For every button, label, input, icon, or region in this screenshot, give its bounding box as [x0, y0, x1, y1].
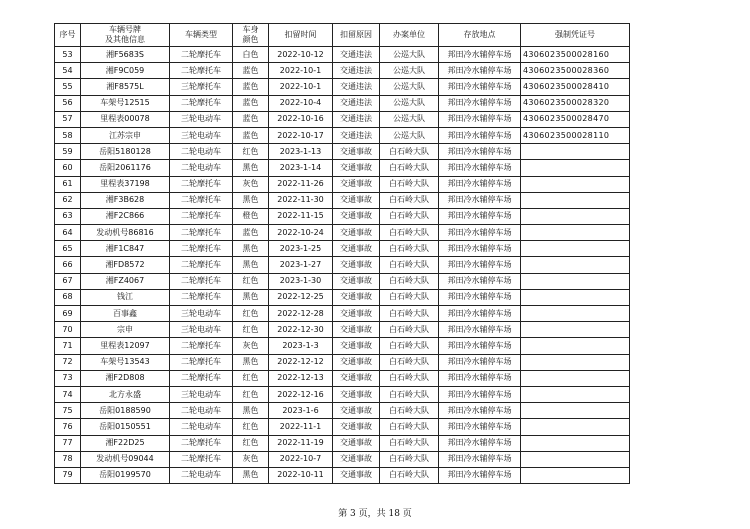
- cell-plate: 湘F1C847: [81, 241, 170, 257]
- cell-unit: 白石岭大队: [380, 467, 439, 483]
- page-footer: 第 3 页，共 18 页: [338, 509, 412, 519]
- cell-location: 邦田冷水辅停车场: [439, 208, 521, 224]
- cell-time: 2022-12-13: [269, 370, 333, 386]
- cell-time: 2022-12-28: [269, 306, 333, 322]
- cell-color: 红色: [233, 435, 269, 451]
- cell-time: 2022-10-16: [269, 111, 333, 127]
- cell-location: 邦田冷水辅停车场: [439, 47, 521, 63]
- cell-type: 三轮电动车: [170, 111, 233, 127]
- cell-seq: 78: [55, 451, 81, 467]
- cell-seq: 56: [55, 95, 81, 111]
- detained-vehicles-table: [54, 23, 630, 484]
- cell-location: 邦田冷水辅停车场: [439, 435, 521, 451]
- cell-unit: 公巡大队: [380, 95, 439, 111]
- cell-reason: 交通事故: [333, 354, 380, 370]
- cell-seq: 60: [55, 160, 81, 176]
- cell-reason: 交通事故: [333, 225, 380, 241]
- cell-location: 邦田冷水辅停车场: [439, 354, 521, 370]
- cell-type: 三轮电动车: [170, 306, 233, 322]
- cell-unit: 公巡大队: [380, 111, 439, 127]
- cell-seq: 64: [55, 225, 81, 241]
- cell-location: 邦田冷水辅停车场: [439, 386, 521, 402]
- cell-type: 二轮摩托车: [170, 241, 233, 257]
- cell-type: 三轮电动车: [170, 386, 233, 402]
- cell-seq: 70: [55, 322, 81, 338]
- cell-time: 2022-10-1: [269, 63, 333, 79]
- cell-certificate: 4306023500028320: [521, 95, 630, 111]
- cell-plate: 湘F9C059: [81, 63, 170, 79]
- cell-reason: 交通事故: [333, 176, 380, 192]
- cell-time: 2023-1-30: [269, 273, 333, 289]
- cell-location: 邦田冷水辅停车场: [439, 241, 521, 257]
- cell-plate: 岳阳0150551: [81, 419, 170, 435]
- cell-plate: 里程表12097: [81, 338, 170, 354]
- cell-type: 二轮摩托车: [170, 208, 233, 224]
- cell-seq: 62: [55, 192, 81, 208]
- cell-certificate: [521, 386, 630, 402]
- cell-certificate: [521, 306, 630, 322]
- cell-type: 二轮摩托车: [170, 451, 233, 467]
- cell-location: 邦田冷水辅停车场: [439, 144, 521, 160]
- cell-reason: 交通事故: [333, 467, 380, 483]
- cell-certificate: [521, 403, 630, 419]
- cell-plate: 岳阳5180128: [81, 144, 170, 160]
- cell-location: 邦田冷水辅停车场: [439, 467, 521, 483]
- cell-type: 二轮摩托车: [170, 338, 233, 354]
- cell-seq: 76: [55, 419, 81, 435]
- table-row: [55, 257, 630, 273]
- cell-color: 黑色: [233, 257, 269, 273]
- cell-location: 邦田冷水辅停车场: [439, 338, 521, 354]
- cell-unit: 白石岭大队: [380, 354, 439, 370]
- table-row: [55, 289, 630, 305]
- cell-time: 2023-1-27: [269, 257, 333, 273]
- table-row: [55, 306, 630, 322]
- cell-seq: 73: [55, 370, 81, 386]
- cell-time: 2022-12-30: [269, 322, 333, 338]
- cell-seq: 63: [55, 208, 81, 224]
- cell-location: 邦田冷水辅停车场: [439, 160, 521, 176]
- cell-plate: 湘F5683S: [81, 47, 170, 63]
- cell-type: 三轮摩托车: [170, 79, 233, 95]
- cell-color: 红色: [233, 273, 269, 289]
- cell-reason: 交通事故: [333, 386, 380, 402]
- table-row: [55, 225, 630, 241]
- cell-certificate: [521, 192, 630, 208]
- table-row: [55, 435, 630, 451]
- header-cell-reason: 扣留原因: [333, 24, 380, 47]
- cell-reason: 交通事故: [333, 144, 380, 160]
- cell-seq: 66: [55, 257, 81, 273]
- cell-location: 邦田冷水辅停车场: [439, 306, 521, 322]
- cell-type: 二轮摩托车: [170, 63, 233, 79]
- cell-certificate: [521, 289, 630, 305]
- table-row: [55, 127, 630, 143]
- cell-time: 2022-10-11: [269, 467, 333, 483]
- cell-color: 黑色: [233, 160, 269, 176]
- cell-location: 邦田冷水辅停车场: [439, 192, 521, 208]
- table-row: [55, 47, 630, 63]
- cell-location: 邦田冷水辅停车场: [439, 322, 521, 338]
- cell-certificate: [521, 273, 630, 289]
- cell-type: 二轮电动车: [170, 160, 233, 176]
- table-header: [55, 24, 630, 47]
- table-row: [55, 451, 630, 467]
- cell-certificate: [521, 419, 630, 435]
- cell-time: 2023-1-25: [269, 241, 333, 257]
- header-cell-color: 车身 颜色: [233, 24, 269, 47]
- cell-color: 橙色: [233, 208, 269, 224]
- cell-unit: 白石岭大队: [380, 403, 439, 419]
- header-cell-seq: 序号: [55, 24, 81, 47]
- header-row: [55, 24, 630, 47]
- cell-color: 蓝色: [233, 127, 269, 143]
- cell-plate: 车架号12515: [81, 95, 170, 111]
- table-row: [55, 79, 630, 95]
- cell-reason: 交通违法: [333, 47, 380, 63]
- cell-location: 邦田冷水辅停车场: [439, 79, 521, 95]
- cell-unit: 公巡大队: [380, 63, 439, 79]
- cell-plate: 湘FZ4067: [81, 273, 170, 289]
- cell-color: 灰色: [233, 176, 269, 192]
- cell-time: 2023-1-3: [269, 338, 333, 354]
- cell-reason: 交通事故: [333, 306, 380, 322]
- table-row: [55, 467, 630, 483]
- cell-unit: 白石岭大队: [380, 144, 439, 160]
- cell-location: 邦田冷水辅停车场: [439, 273, 521, 289]
- cell-location: 邦田冷水辅停车场: [439, 257, 521, 273]
- cell-seq: 69: [55, 306, 81, 322]
- cell-seq: 59: [55, 144, 81, 160]
- cell-unit: 白石岭大队: [380, 386, 439, 402]
- cell-time: 2022-11-30: [269, 192, 333, 208]
- cell-certificate: [521, 208, 630, 224]
- cell-reason: 交通事故: [333, 370, 380, 386]
- table-row: [55, 403, 630, 419]
- cell-plate: 里程表00078: [81, 111, 170, 127]
- table-row: [55, 63, 630, 79]
- document-page: [54, 23, 630, 484]
- cell-time: 2022-10-7: [269, 451, 333, 467]
- cell-color: 黑色: [233, 403, 269, 419]
- cell-time: 2022-11-19: [269, 435, 333, 451]
- cell-unit: 白石岭大队: [380, 225, 439, 241]
- cell-color: 红色: [233, 322, 269, 338]
- cell-reason: 交通违法: [333, 127, 380, 143]
- cell-seq: 61: [55, 176, 81, 192]
- cell-certificate: [521, 435, 630, 451]
- table-row: [55, 208, 630, 224]
- cell-plate: 湘F3B628: [81, 192, 170, 208]
- cell-plate: 发动机号86816: [81, 225, 170, 241]
- cell-plate: 湘F8575L: [81, 79, 170, 95]
- cell-unit: 白石岭大队: [380, 160, 439, 176]
- cell-seq: 67: [55, 273, 81, 289]
- cell-reason: 交通事故: [333, 257, 380, 273]
- cell-location: 邦田冷水辅停车场: [439, 419, 521, 435]
- cell-time: 2022-12-25: [269, 289, 333, 305]
- cell-type: 二轮电动车: [170, 467, 233, 483]
- cell-reason: 交通违法: [333, 111, 380, 127]
- cell-unit: 白石岭大队: [380, 208, 439, 224]
- cell-color: 黑色: [233, 192, 269, 208]
- cell-color: 蓝色: [233, 111, 269, 127]
- cell-certificate: [521, 338, 630, 354]
- cell-color: 黑色: [233, 354, 269, 370]
- cell-unit: 白石岭大队: [380, 176, 439, 192]
- cell-plate: 岳阳0188590: [81, 403, 170, 419]
- cell-color: 红色: [233, 144, 269, 160]
- cell-certificate: [521, 467, 630, 483]
- cell-certificate: [521, 160, 630, 176]
- cell-reason: 交通事故: [333, 208, 380, 224]
- cell-location: 邦田冷水辅停车场: [439, 63, 521, 79]
- table-row: [55, 386, 630, 402]
- cell-plate: 发动机号09044: [81, 451, 170, 467]
- cell-plate: 湘F2C866: [81, 208, 170, 224]
- cell-time: 2022-10-4: [269, 95, 333, 111]
- cell-reason: 交通事故: [333, 403, 380, 419]
- cell-reason: 交通违法: [333, 63, 380, 79]
- cell-certificate: 430602350002816​0: [521, 47, 630, 63]
- cell-time: 2022-10-17: [269, 127, 333, 143]
- cell-time: 2022-11-1: [269, 419, 333, 435]
- cell-color: 红色: [233, 386, 269, 402]
- cell-plate: 钱江: [81, 289, 170, 305]
- cell-color: 灰色: [233, 338, 269, 354]
- cell-seq: 53: [55, 47, 81, 63]
- cell-reason: 交通违法: [333, 79, 380, 95]
- cell-plate: 车架号13543: [81, 354, 170, 370]
- cell-time: 2023-1-13: [269, 144, 333, 160]
- cell-reason: 交通事故: [333, 338, 380, 354]
- cell-certificate: [521, 354, 630, 370]
- cell-plate: 湘F22D25: [81, 435, 170, 451]
- cell-certificate: [521, 241, 630, 257]
- cell-certificate: [521, 225, 630, 241]
- cell-unit: 公巡大队: [380, 47, 439, 63]
- cell-unit: 白石岭大队: [380, 419, 439, 435]
- cell-time: 2022-11-26: [269, 176, 333, 192]
- cell-reason: 交通事故: [333, 241, 380, 257]
- cell-time: 2023-1-14: [269, 160, 333, 176]
- cell-color: 蓝色: [233, 63, 269, 79]
- cell-type: 三轮电动车: [170, 322, 233, 338]
- cell-type: 三轮电动车: [170, 127, 233, 143]
- cell-reason: 交通事故: [333, 160, 380, 176]
- header-cell-time: 扣留时间: [269, 24, 333, 47]
- cell-color: 白色: [233, 47, 269, 63]
- table-row: [55, 370, 630, 386]
- cell-location: 邦田冷水辅停车场: [439, 127, 521, 143]
- header-cell-unit: 办案单位: [380, 24, 439, 47]
- cell-time: 2023-1-6: [269, 403, 333, 419]
- cell-certificate: [521, 176, 630, 192]
- cell-location: 邦田冷水辅停车场: [439, 225, 521, 241]
- cell-seq: 71: [55, 338, 81, 354]
- cell-plate: 宗申: [81, 322, 170, 338]
- cell-seq: 57: [55, 111, 81, 127]
- cell-reason: 交通事故: [333, 289, 380, 305]
- cell-reason: 交通事故: [333, 419, 380, 435]
- header-cell-type: 车辆类型: [170, 24, 233, 47]
- cell-seq: 77: [55, 435, 81, 451]
- cell-certificate: 4306023500028410: [521, 79, 630, 95]
- cell-time: 2022-10-1: [269, 79, 333, 95]
- cell-type: 二轮摩托车: [170, 370, 233, 386]
- cell-seq: 54: [55, 63, 81, 79]
- cell-reason: 交通事故: [333, 435, 380, 451]
- cell-reason: 交通违法: [333, 95, 380, 111]
- cell-unit: 公巡大队: [380, 127, 439, 143]
- cell-type: 二轮摩托车: [170, 435, 233, 451]
- cell-reason: 交通事故: [333, 192, 380, 208]
- cell-color: 红色: [233, 370, 269, 386]
- table-row: [55, 111, 630, 127]
- table-body: [55, 47, 630, 484]
- cell-type: 二轮摩托车: [170, 225, 233, 241]
- cell-seq: 68: [55, 289, 81, 305]
- cell-type: 二轮电动车: [170, 419, 233, 435]
- cell-location: 邦田冷水辅停车场: [439, 451, 521, 467]
- cell-location: 邦田冷水辅停车场: [439, 176, 521, 192]
- cell-type: 二轮摩托车: [170, 354, 233, 370]
- cell-time: 2022-12-12: [269, 354, 333, 370]
- cell-plate: 百事鑫: [81, 306, 170, 322]
- cell-unit: 白石岭大队: [380, 322, 439, 338]
- cell-time: 2022-10-12: [269, 47, 333, 63]
- cell-plate: 北方永盛: [81, 386, 170, 402]
- cell-type: 二轮电动车: [170, 403, 233, 419]
- cell-seq: 74: [55, 386, 81, 402]
- cell-location: 邦田冷水辅停车场: [439, 95, 521, 111]
- table-row: [55, 160, 630, 176]
- cell-certificate: 4306023500028360: [521, 63, 630, 79]
- cell-location: 邦田冷水辅停车场: [439, 403, 521, 419]
- cell-seq: 79: [55, 467, 81, 483]
- cell-color: 蓝色: [233, 95, 269, 111]
- cell-color: 黑色: [233, 289, 269, 305]
- cell-location: 邦田冷水辅停车场: [439, 370, 521, 386]
- cell-seq: 58: [55, 127, 81, 143]
- cell-type: 二轮摩托车: [170, 192, 233, 208]
- cell-unit: 白石岭大队: [380, 257, 439, 273]
- cell-time: 2022-12-16: [269, 386, 333, 402]
- cell-seq: 72: [55, 354, 81, 370]
- cell-certificate: [521, 451, 630, 467]
- cell-certificate: [521, 144, 630, 160]
- cell-certificate: [521, 370, 630, 386]
- cell-time: 2022-11-15: [269, 208, 333, 224]
- cell-unit: 白石岭大队: [380, 306, 439, 322]
- cell-certificate: [521, 322, 630, 338]
- table-row: [55, 419, 630, 435]
- header-cell-certificate: 强制凭证号: [521, 24, 630, 47]
- cell-color: 蓝色: [233, 225, 269, 241]
- cell-certificate: 4306023500028110: [521, 127, 630, 143]
- cell-color: 灰色: [233, 451, 269, 467]
- cell-plate: 里程表37198: [81, 176, 170, 192]
- cell-unit: 白石岭大队: [380, 241, 439, 257]
- table-row: [55, 192, 630, 208]
- cell-unit: 公巡大队: [380, 79, 439, 95]
- cell-reason: 交通事故: [333, 322, 380, 338]
- cell-color: 黑色: [233, 241, 269, 257]
- cell-type: 二轮摩托车: [170, 257, 233, 273]
- table-row: [55, 176, 630, 192]
- cell-type: 二轮电动车: [170, 144, 233, 160]
- cell-type: 二轮摩托车: [170, 176, 233, 192]
- table-row: [55, 322, 630, 338]
- cell-type: 二轮摩托车: [170, 273, 233, 289]
- table-row: [55, 354, 630, 370]
- cell-unit: 白石岭大队: [380, 192, 439, 208]
- cell-reason: 交通事故: [333, 451, 380, 467]
- cell-color: 黑色: [233, 467, 269, 483]
- cell-seq: 55: [55, 79, 81, 95]
- cell-plate: 湘F2D808: [81, 370, 170, 386]
- table-row: [55, 338, 630, 354]
- cell-time: 2022-10-24: [269, 225, 333, 241]
- cell-unit: 白石岭大队: [380, 289, 439, 305]
- cell-seq: 75: [55, 403, 81, 419]
- cell-unit: 白石岭大队: [380, 451, 439, 467]
- cell-plate: 岳阳0199570: [81, 467, 170, 483]
- header-cell-plate: 车辆号牌 及其他信息: [81, 24, 170, 47]
- table-row: [55, 95, 630, 111]
- cell-color: 红色: [233, 419, 269, 435]
- cell-plate: 岳阳2061176: [81, 160, 170, 176]
- cell-color: 红色: [233, 306, 269, 322]
- cell-reason: 交通事故: [333, 273, 380, 289]
- cell-type: 二轮摩托车: [170, 47, 233, 63]
- cell-unit: 白石岭大队: [380, 338, 439, 354]
- cell-location: 邦田冷水辅停车场: [439, 111, 521, 127]
- cell-location: 邦田冷水辅停车场: [439, 289, 521, 305]
- cell-unit: 白石岭大队: [380, 273, 439, 289]
- cell-color: 蓝色: [233, 79, 269, 95]
- cell-type: 二轮摩托车: [170, 95, 233, 111]
- header-cell-location: 存放地点: [439, 24, 521, 47]
- cell-seq: 65: [55, 241, 81, 257]
- table-row: [55, 144, 630, 160]
- table-row: [55, 273, 630, 289]
- cell-unit: 白石岭大队: [380, 435, 439, 451]
- cell-type: 二轮摩托车: [170, 289, 233, 305]
- cell-plate: 湘FD8572: [81, 257, 170, 273]
- cell-certificate: 4306023500028470: [521, 111, 630, 127]
- cell-plate: 江苏宗申: [81, 127, 170, 143]
- cell-unit: 白石岭大队: [380, 370, 439, 386]
- cell-certificate: [521, 257, 630, 273]
- table-row: [55, 241, 630, 257]
